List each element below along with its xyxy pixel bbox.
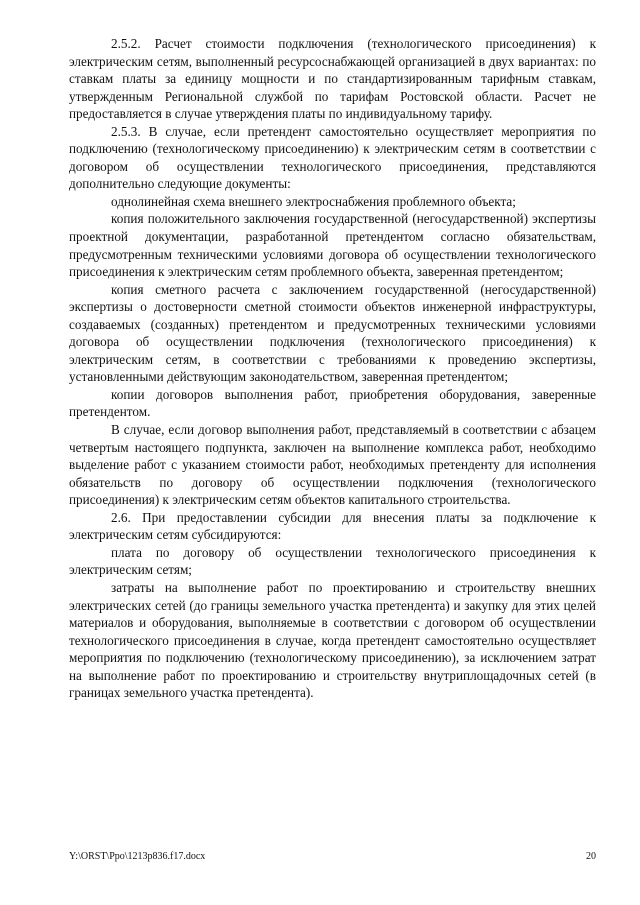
page-footer bbox=[69, 851, 596, 863]
document-body bbox=[69, 35, 596, 702]
list-item-single-line-diagram: однолинейная схема внешнего электроснабжения проблемного объекта; bbox=[111, 193, 516, 209]
paragraph-2-5-3: 2.5.3. В случае, если претендент самостоятельно осуществляет мероприятия по подключению (технологическому присоединению) к электрическим сетям в соответствии с договором об осуществлении технологического присоединения, представляются дополнительно следующие документы: bbox=[69, 123, 596, 192]
paragraph-2-5-2: 2.5.2. Расчет стоимости подключения (технологического присоединения) к электрическим сетям, выполненный ресурсоснабжающей организацией в двух вариантах: по ставкам платы за единицу мощности и по стандартизированным тарифным ставкам, утвержденным Региональной службой по тарифам Ростовской области. Расчет не предоставляется в случае утверждения платы по индивидуальному тарифу. bbox=[69, 36, 596, 122]
list-item-design-construction-costs: затраты на выполнение работ по проектированию и строительству внешних электрических сетей (до границы земельного участка претендента) и закупку для этих целей материалов и оборудования, выполняемые в соответствии с договором об осуществлении технологического присоединения в случае, когда претендент самостоятельно осуществляет мероприятия по подключению (технологическому присоединению), за исключением затрат на выполнение работ по проектированию и строительству внутриплощадочных сетей (в границах земельного участка претендента). bbox=[69, 579, 596, 701]
list-item-connection-fee: плата по договору об осуществлении технологического присоединения к электрическим сетям; bbox=[69, 544, 596, 578]
list-item-expertise-conclusion: копия положительного заключения государственной (негосударственной) экспертизы проектной документации, разработанной претендентом согласно обязательствам, предусмотренным техническими условиями договора об осуществлении технологического присоединения к электрическим сетям проблемного объекта, заверенная претендентом; bbox=[69, 211, 596, 280]
footer-file-path: Y:\ORST\Ppo\1213p836.f17.docx bbox=[69, 851, 206, 862]
list-item-contract-copies: копии договоров выполнения работ, приобретения оборудования, заверенные претендентом. bbox=[69, 386, 596, 420]
list-item-estimate-copy: копия сметного расчета с заключением государственной (негосударственной) экспертизы о достоверности сметной стоимости объектов инженерной инфраструктуры, создаваемых (созданных) претендентом и предусмотренных техническими условиями договора об осуществлении подключения (технологического присоединения) к электрическим сетям, в соответствии с требованиями к проведению экспертизы, установленными действующим законодательством, заверенная претендентом; bbox=[69, 281, 596, 385]
page-number: 20 bbox=[586, 851, 596, 862]
paragraph-2-6: 2.6. При предоставлении субсидии для внесения платы за подключение к электрическим сетям субсидируются: bbox=[69, 509, 596, 543]
paragraph-contract-scope: В случае, если договор выполнения работ, представляемый в соответствии с абзацем четвертым настоящего подпункта, заключен на выполнение комплекса работ, необходимо выделение работ с указанием стоимости работ, необходимых претенденту для исполнения обязательств по договору об осуществлении подключения (технологического присоединения) к электрическим сетям объектов капитального строительства. bbox=[69, 422, 596, 508]
